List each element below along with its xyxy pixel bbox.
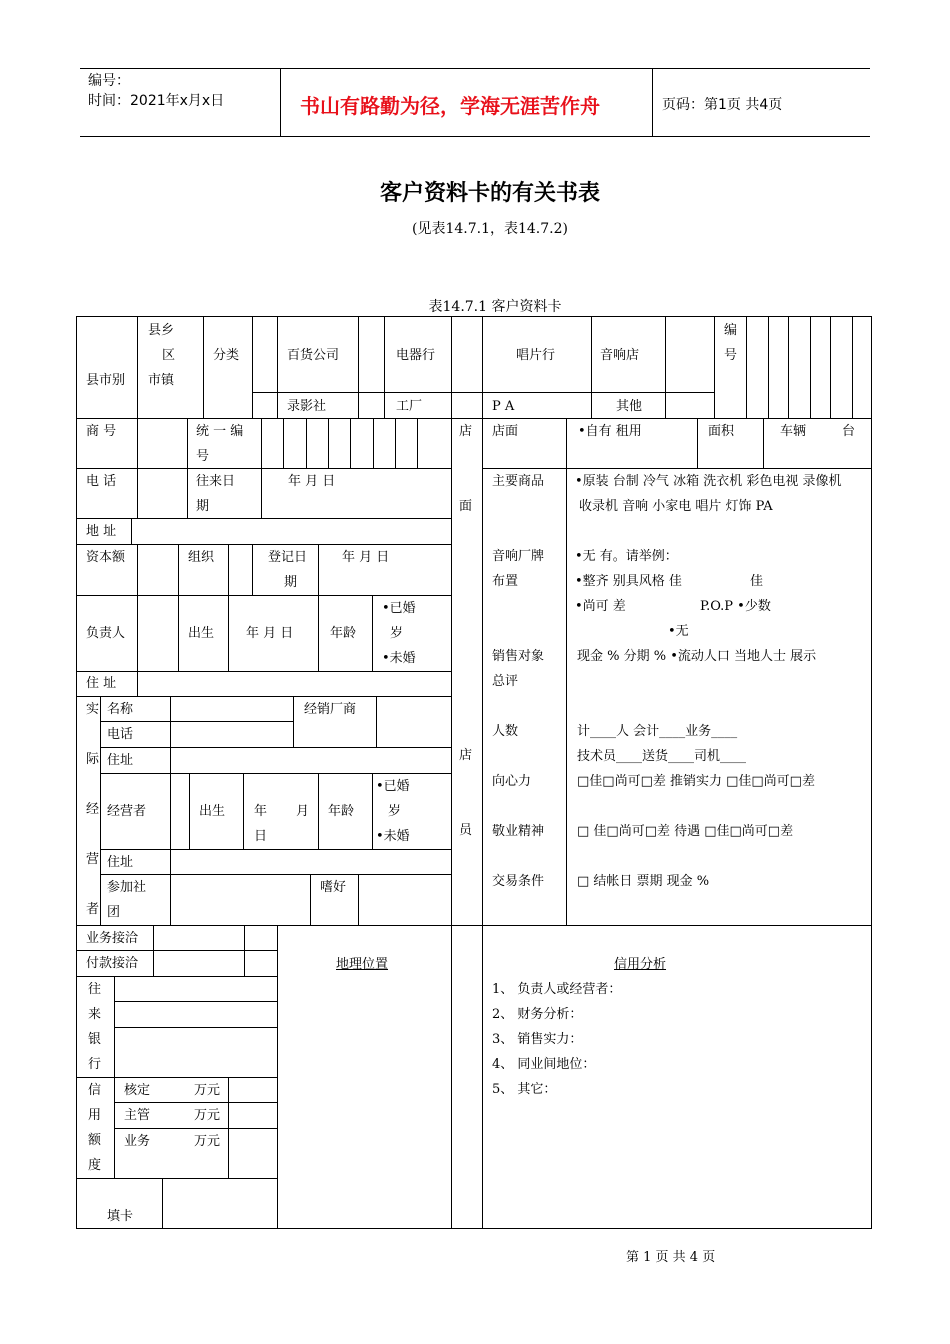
actual-operator-label: 经: [86, 802, 100, 817]
col-rule: [566, 418, 567, 925]
region-label: 县乡: [148, 323, 175, 338]
date-placeholder: 年 月 日: [288, 474, 336, 489]
col-rule: [358, 874, 359, 925]
reg-date-label: 期: [284, 575, 298, 590]
col-rule: [178, 544, 179, 595]
phone-label: 电 话: [86, 474, 117, 489]
col-rule: [189, 773, 190, 849]
col-rule: [376, 696, 377, 747]
col-rule: [137, 418, 138, 518]
col-rule: [788, 316, 789, 418]
wan-unit: 万元: [194, 1083, 221, 1098]
col-rule: [318, 773, 319, 849]
col-rule: [763, 418, 764, 468]
col-rule: [395, 418, 396, 468]
col-rule: [372, 773, 373, 849]
col-rule: [187, 418, 188, 518]
header-top-rule: [80, 68, 870, 69]
col-rule: [100, 696, 101, 925]
col-rule: [244, 925, 245, 976]
date-placeholder: 年 月 日: [342, 550, 390, 565]
col-rule: [810, 316, 811, 418]
main-goods-label: 主要商品: [492, 474, 545, 489]
serial-label: 编号：: [88, 73, 130, 89]
credit-item: 2、 财务分析：: [492, 1007, 583, 1022]
col-rule: [768, 316, 769, 418]
col-rule: [372, 595, 373, 671]
col-rule: [131, 518, 132, 544]
col-rule: [203, 316, 204, 418]
col-rule: [283, 418, 284, 468]
storefront-label: 店面: [492, 424, 519, 439]
vehicle-label: 车辆: [780, 424, 807, 439]
col-rule: [170, 874, 171, 925]
contact-date-label: 期: [196, 499, 210, 514]
row-rule: [100, 849, 452, 850]
header-bottom-rule: [80, 136, 870, 137]
credit-limit-label: 信: [88, 1083, 102, 1098]
col-rule: [178, 595, 179, 671]
row-rule: [76, 1178, 277, 1179]
table-border-bottom: [76, 1228, 872, 1229]
address-label: 地 址: [86, 524, 117, 539]
own-rent-options: •自有 租用: [578, 424, 642, 439]
credit-item: 4、 同业间地位：: [492, 1057, 596, 1072]
col-rule: [252, 316, 253, 418]
unified-label: 统 一 编: [196, 424, 244, 439]
record-store-label: 唱片行: [516, 348, 556, 363]
col-rule: [417, 418, 418, 468]
dept-store-label: 百货公司: [287, 348, 340, 363]
audio-brand-options: •无 有。请举例：: [575, 549, 678, 564]
col-rule: [350, 418, 351, 468]
col-rule: [318, 595, 319, 671]
layout-options: •整齐 别具风格 佳: [575, 574, 682, 589]
col-rule: [482, 418, 483, 1228]
year-label: 年: [254, 804, 268, 819]
business-label: 业务: [124, 1134, 151, 1149]
category-label: 分类: [213, 348, 240, 363]
hobby-label: 嗜好: [320, 880, 347, 895]
row-rule: [100, 747, 452, 748]
residence-label: 住 址: [86, 676, 117, 691]
col-rule: [373, 418, 374, 468]
headcount-label: 人数: [492, 724, 519, 739]
bank-label: 来: [88, 1007, 102, 1022]
fill-card-label: 填卡: [107, 1209, 134, 1224]
col-rule: [170, 747, 171, 773]
approved-label: 核定: [124, 1083, 151, 1098]
owner-label: 负责人: [86, 626, 126, 641]
day-label: 日: [254, 829, 268, 844]
unmarried-option: •未婚: [376, 829, 410, 844]
sales-target-label: 销售对象: [492, 649, 545, 664]
terms-label: 交易条件: [492, 874, 545, 889]
addr-label: 住址: [107, 753, 134, 768]
page-footer: 第 1 页 共 4 页: [626, 1250, 716, 1265]
col-rule: [451, 418, 452, 1228]
tel-label: 电话: [107, 727, 134, 742]
row-rule: [76, 468, 452, 469]
row-rule: [76, 976, 277, 977]
audio-store-label: 音响店: [600, 348, 640, 363]
row-rule: [76, 671, 452, 672]
page-label: 页码：第1页 共4页: [662, 97, 783, 113]
col-rule: [170, 773, 171, 849]
col-rule: [252, 544, 253, 595]
col-rule: [306, 418, 307, 468]
credit-item: 1、 负责人或经营者：: [492, 982, 622, 997]
married-option: •已婚: [382, 601, 416, 616]
table-border-left: [76, 316, 77, 1228]
credit-item: 5、 其它：: [492, 1082, 557, 1097]
bank-label: 行: [88, 1057, 102, 1072]
col-rule: [591, 316, 592, 418]
sales-target-options: 现金 % 分期 % •流动人口 当地人士 展示: [577, 649, 817, 664]
header-divider: [280, 68, 281, 136]
col-rule: [852, 316, 853, 418]
headcount-fields: 技术员____送货____司机____: [577, 749, 747, 764]
table-border-right: [871, 316, 872, 1228]
col-rule: [328, 418, 329, 468]
col-rule: [277, 925, 278, 1228]
staff-side-label: 店: [459, 748, 473, 763]
number-label: 号: [724, 348, 738, 363]
storefront-side-label: 店: [459, 424, 473, 439]
col-rule: [665, 316, 666, 418]
region-label: 市镇: [148, 373, 175, 388]
col-rule: [137, 595, 138, 671]
layout-options: •尚可 差: [575, 599, 626, 614]
audio-brand-label: 音响厂牌: [492, 549, 545, 564]
region-label: 区: [162, 348, 176, 363]
unmarried-option: •未婚: [382, 651, 416, 666]
actual-operator-label: 际: [86, 752, 100, 767]
col-rule: [318, 544, 319, 595]
credit-analysis-heading: 信用分析: [614, 957, 667, 972]
date-placeholder: 年 月 日: [246, 626, 294, 641]
reg-date-label: 登记日: [268, 550, 308, 565]
col-rule: [170, 696, 171, 747]
credit-item: 3、 销售实力：: [492, 1032, 583, 1047]
age-unit: 岁: [388, 804, 402, 819]
storefront-side-label: 面: [459, 499, 473, 514]
age-label: 年龄: [330, 626, 357, 641]
factory-label: 工厂: [396, 399, 423, 414]
bank-label: 往: [88, 982, 102, 997]
electric-label: 电器行: [396, 348, 436, 363]
loyalty-options: □佳□尚可□差 推销实力 □佳□尚可□差: [577, 774, 815, 789]
county-label: 县市别: [86, 373, 126, 388]
org-label: 组织: [188, 550, 215, 565]
layout-options: 佳: [750, 574, 764, 589]
actual-operator-label: 营: [86, 852, 100, 867]
wan-unit: 万元: [194, 1108, 221, 1123]
dedication-label: 敬业精神: [492, 824, 545, 839]
dedication-options: □ 佳□尚可□差 待遇 □佳□尚可□差: [577, 824, 794, 839]
goods-options: 收录机 音响 小家电 唱片 灯饰 PA: [579, 499, 773, 514]
row-rule: [76, 925, 872, 926]
birth-label: 出生: [188, 626, 215, 641]
col-rule: [746, 316, 747, 418]
staff-side-label: 员: [459, 823, 473, 838]
area-label: 面积: [708, 424, 735, 439]
actual-operator-label: 实: [86, 702, 100, 717]
row-rule: [114, 1001, 277, 1002]
row-rule: [114, 1027, 277, 1028]
trade-name-label: 商 号: [86, 424, 117, 439]
row-rule: [252, 392, 714, 393]
col-rule: [830, 316, 831, 418]
col-rule: [137, 316, 138, 418]
col-rule: [137, 544, 138, 595]
biz-contact-label: 业务接洽: [86, 931, 139, 946]
operator-label: 经营者: [107, 804, 147, 819]
married-option: •已婚: [376, 779, 410, 794]
col-rule: [482, 316, 483, 418]
headcount-fields: 计____人 会计____业务____: [577, 724, 738, 739]
addr-label: 住址: [107, 855, 134, 870]
col-rule: [310, 874, 311, 925]
goods-options: •原装 台制 冷气 冰箱 洗衣机 彩色电视 录像机: [575, 474, 842, 489]
col-rule: [170, 849, 171, 874]
supervisor-label: 主管: [124, 1108, 151, 1123]
table-border-top: [76, 316, 872, 317]
col-rule: [228, 544, 229, 595]
loyalty-label: 向心力: [492, 774, 532, 789]
terms-options: □ 结帐日 票期 现金 %: [577, 874, 710, 889]
pa-label: P A: [492, 399, 515, 414]
row-rule: [76, 1077, 277, 1078]
col-rule: [137, 671, 138, 696]
row-rule: [100, 874, 452, 875]
credit-limit-label: 用: [88, 1108, 102, 1123]
col-rule: [261, 418, 262, 468]
credit-limit-label: 度: [88, 1158, 102, 1173]
vehicle-unit: 台: [842, 424, 856, 439]
club-label: 团: [107, 905, 121, 920]
actual-operator-label: 者: [86, 902, 100, 917]
page-title: 客户资料卡的有关书表: [379, 180, 600, 206]
audio-brand-label: 布置: [492, 574, 519, 589]
motto: 书山有路勤为径，学海无涯苦作舟: [300, 94, 600, 118]
dealer-label: 经销厂商: [304, 702, 357, 717]
capital-label: 资本额: [86, 550, 126, 565]
col-rule: [153, 925, 154, 976]
bank-label: 银: [88, 1032, 102, 1047]
col-rule: [261, 468, 262, 518]
contact-date-label: 往来日: [196, 474, 236, 489]
col-rule: [358, 316, 359, 418]
pop-options: P.O.P •少数: [700, 599, 771, 614]
col-rule: [697, 418, 698, 468]
col-rule: [162, 1178, 163, 1228]
col-rule: [384, 316, 385, 418]
pop-options: •无: [668, 624, 689, 639]
row-rule: [76, 544, 452, 545]
col-rule: [293, 696, 294, 747]
row-rule: [76, 518, 452, 519]
col-rule: [451, 316, 452, 418]
credit-limit-label: 额: [88, 1133, 102, 1148]
page-subtitle: (见表14.7.1，表14.7.2): [412, 221, 568, 237]
col-rule: [277, 316, 278, 418]
date-label: 时间：2021年x月x日: [88, 93, 225, 109]
col-rule: [714, 316, 715, 418]
unified-label: 号: [196, 449, 210, 464]
sales-target-label: 总评: [492, 674, 519, 689]
other-label: 其他: [616, 399, 643, 414]
age-label: 年龄: [328, 804, 355, 819]
age-unit: 岁: [390, 626, 404, 641]
number-label: 编: [724, 323, 738, 338]
location-heading: 地理位置: [336, 957, 389, 972]
video-club-label: 录影社: [287, 399, 327, 414]
month-label: 月: [296, 804, 310, 819]
col-rule: [243, 773, 244, 849]
pay-contact-label: 付款接洽: [86, 956, 139, 971]
col-rule: [228, 595, 229, 671]
wan-unit: 万元: [194, 1134, 221, 1149]
name-label: 名称: [107, 702, 134, 717]
birth-label: 出生: [199, 804, 226, 819]
club-label: 参加社: [107, 880, 147, 895]
header-divider: [652, 68, 653, 136]
table-caption: 表14.7.1 客户资料卡: [428, 299, 562, 315]
